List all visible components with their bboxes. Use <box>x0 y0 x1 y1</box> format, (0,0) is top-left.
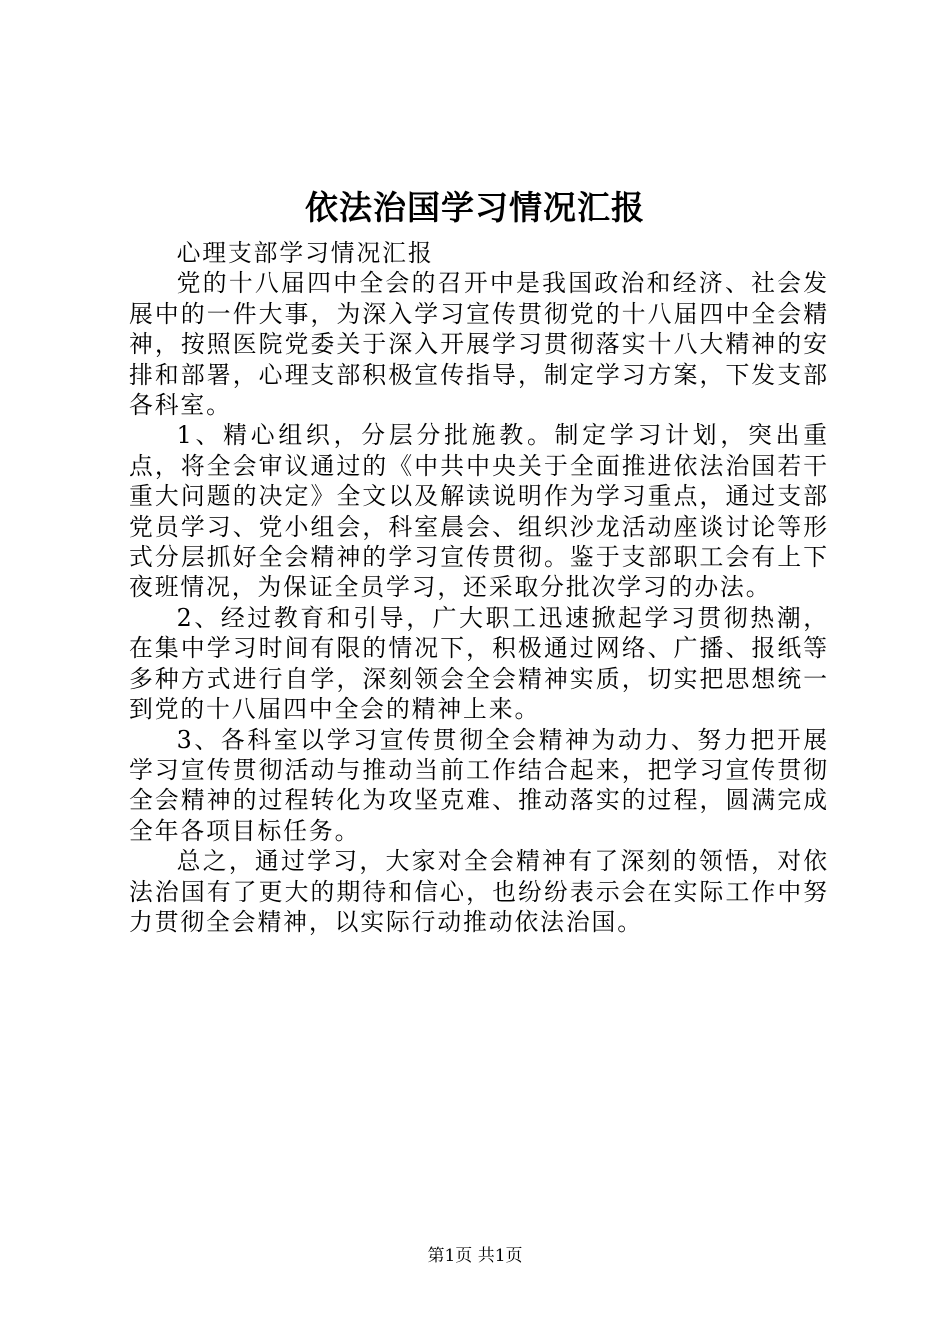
point-2-paragraph: 2、经过教育和引导，广大职工迅速掀起学习贯彻热潮，在集中学习时间有限的情况下，积极通过网络、广播、报纸等多种方式进行自学，深刻领会全会精神实质，切实把思想统一到党的十八届四中全会的精神上来。 <box>129 603 829 724</box>
document-title: 依法治国学习情况汇报 <box>305 188 645 227</box>
page-number-footer: 第1页 共1页 <box>427 1246 523 1266</box>
intro-paragraph: 党的十八届四中全会的召开中是我国政治和经济、社会发展中的一件大事，为深入学习宣传贯彻党的十八届四中全会精神，按照医院党委关于深入开展学习贯彻落实十八大精神的安排和部署，心理支部积极宣传指导，制定学习方案，下发支部各科室。 <box>129 269 829 420</box>
point-1-paragraph: 1、精心组织，分层分批施教。制定学习计划，突出重点，将全会审议通过的《中共中央关于全面推进依法治国若干重大问题的决定》全文以及解读说明作为学习重点，通过支部党员学习、党小组会，科室晨会、组织沙龙活动座谈讨论等形式分层抓好全会精神的学习宣传贯彻。鉴于支部职工会有上下夜班情况，为保证全员学习，还采取分批次学习的办法。 <box>129 421 829 602</box>
point-3-paragraph: 3、各科室以学习宣传贯彻全会精神为动力、努力把开展学习宣传贯彻活动与推动当前工作结合起来，把学习宣传贯彻全会精神的过程转化为攻坚克难、推动落实的过程，圆满完成全年各项目标任务。 <box>129 725 829 845</box>
document-body <box>129 238 829 937</box>
subtitle-paragraph: 心理支部学习情况汇报 <box>176 239 434 267</box>
summary-paragraph: 总之，通过学习，大家对全会精神有了深刻的领悟，对依法治国有了更大的期待和信心，也纷纷表示会在实际工作中努力贯彻全会精神，以实际行动推动依法治国。 <box>129 847 829 936</box>
